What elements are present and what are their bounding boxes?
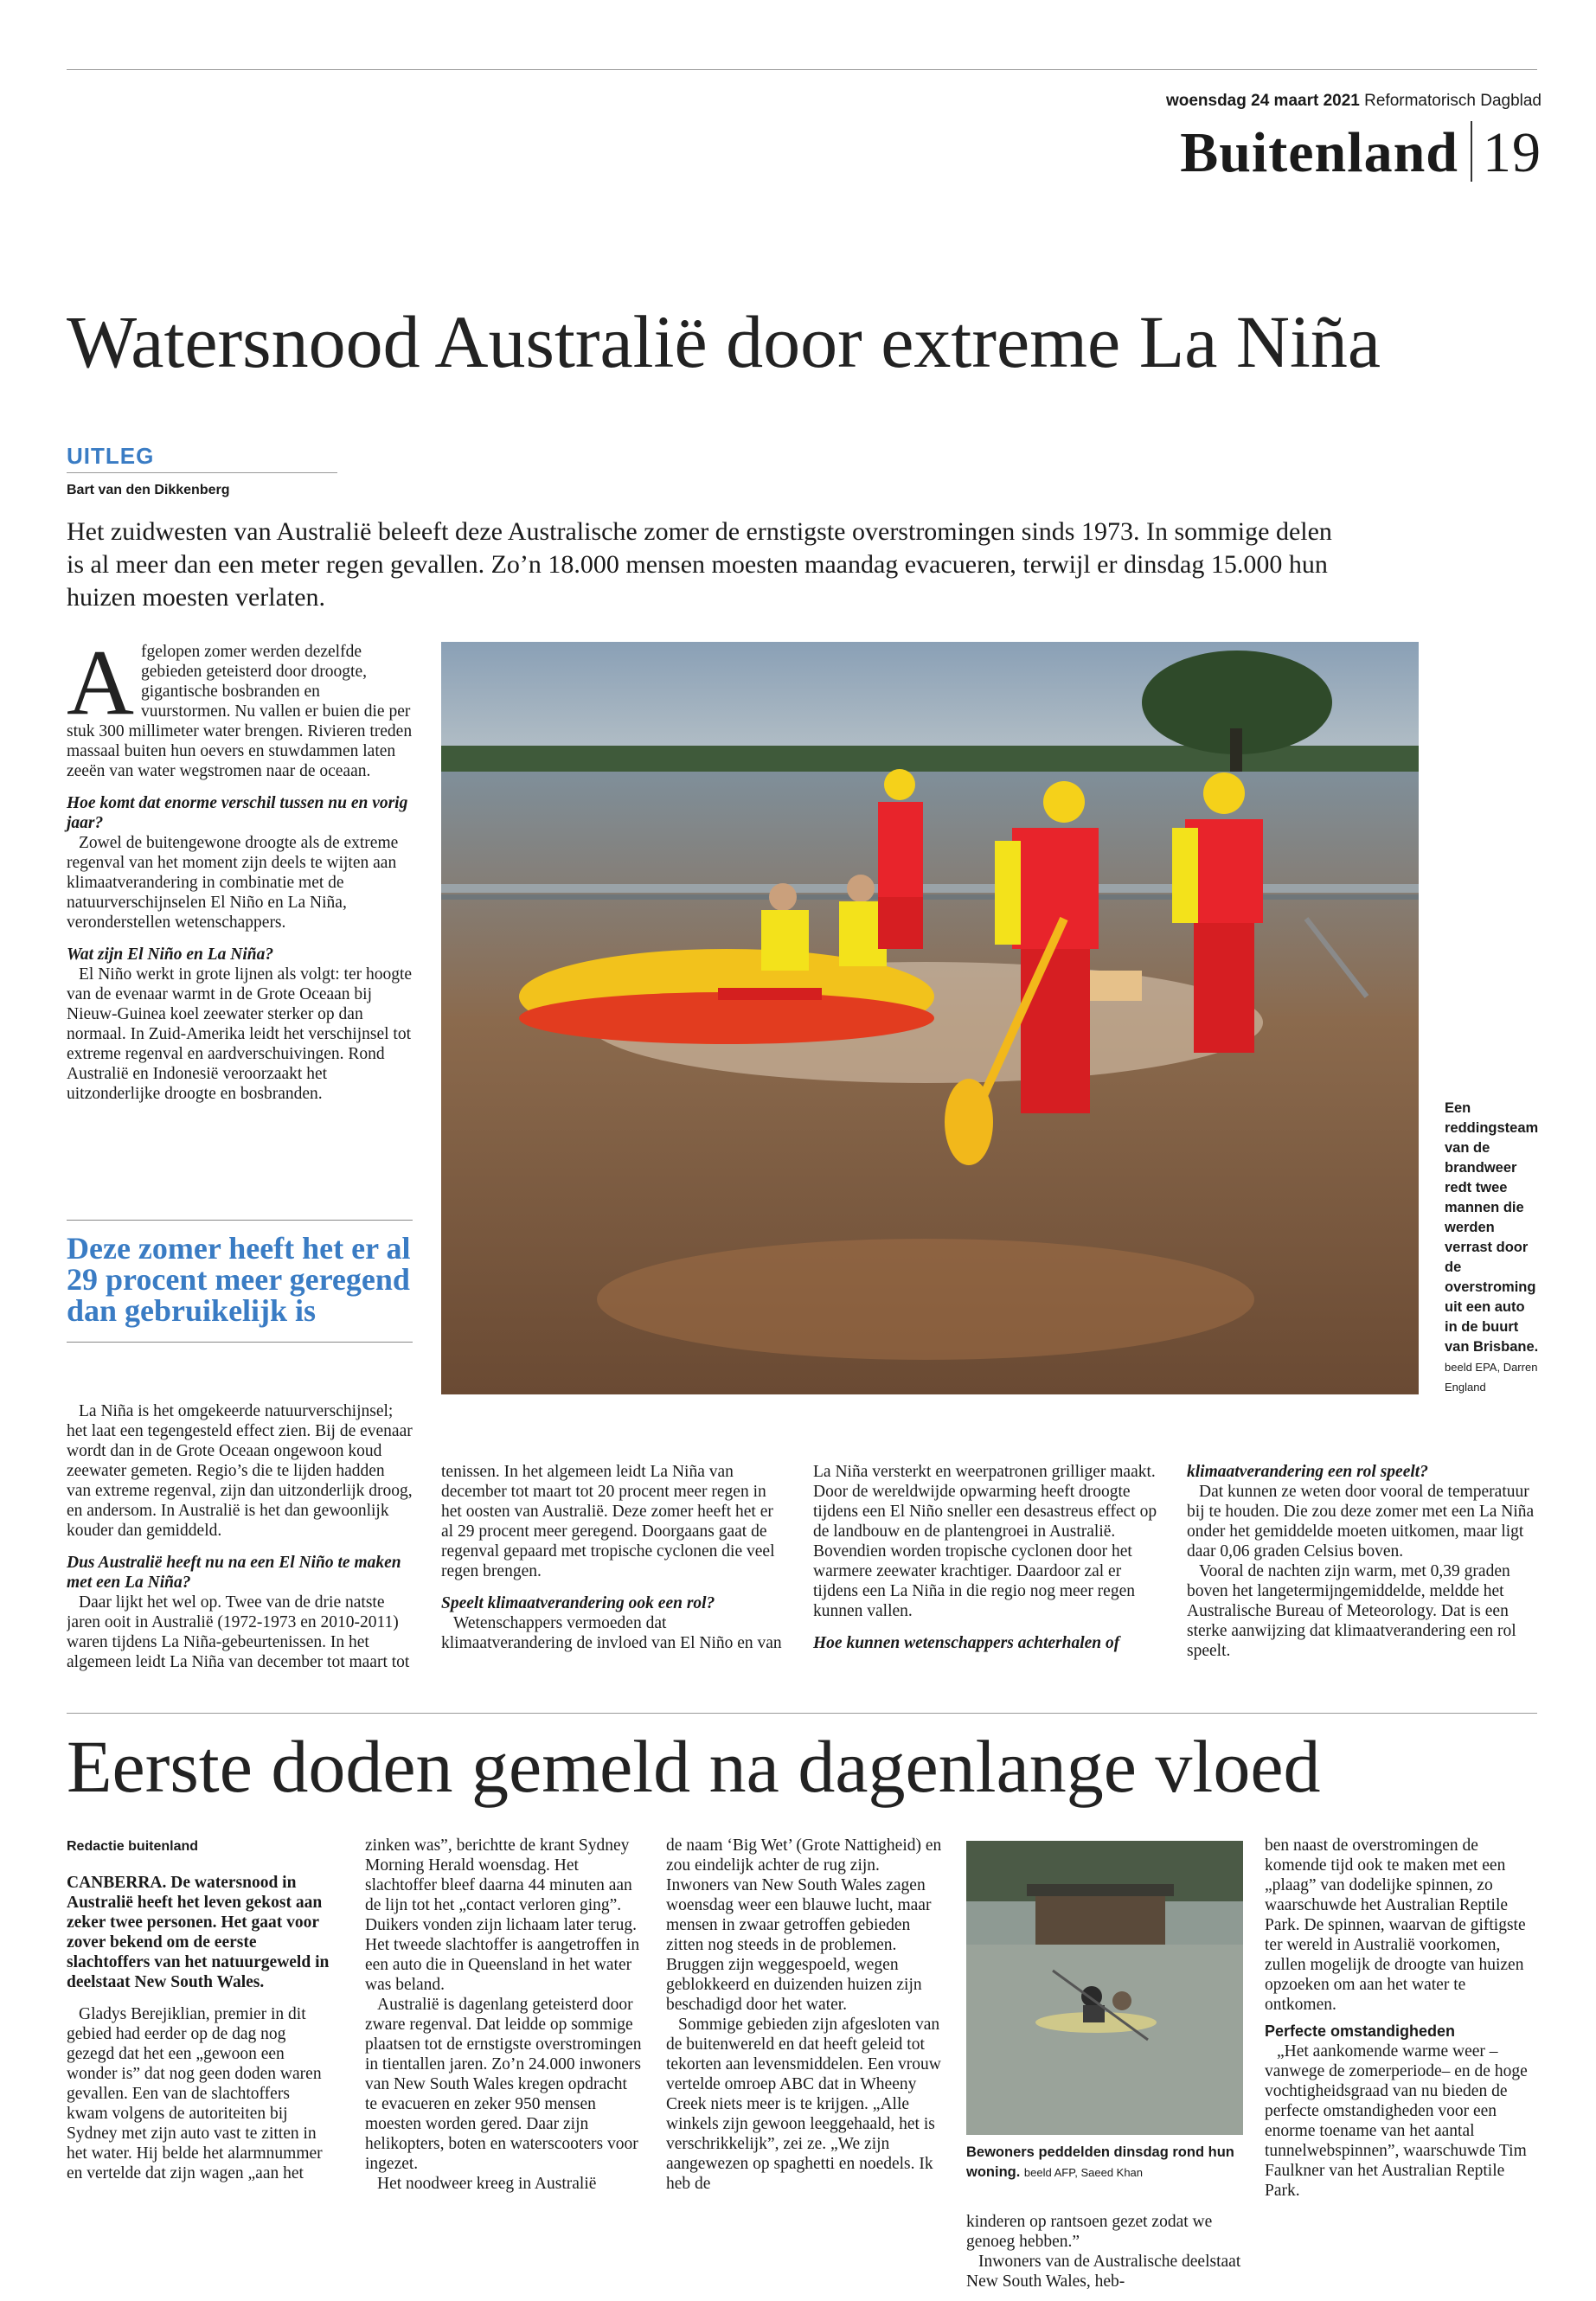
article2-column-2 <box>365 1836 642 2194</box>
kicker-rule <box>67 472 337 473</box>
article2-p3-cont: de naam ‘Big Wet’ (Grote Nattigheid) en zou eindelijk achter de rug zijn. Inwoners van New South Wales zagen woensdag weer een blauwe lucht, maar mensen in zwaar getroffen gebieden zitten nog steeds in de problemen. Bruggen zijn weggespoeld, wegen geblokkeerd en duizenden huizen zijn beschadigd door het water. <box>666 1836 942 2014</box>
section-divider <box>1471 121 1472 182</box>
lead-text: fgelopen zomer werden dezelfde gebieden geteisterd door droogte, gigantische bosbranden en vuurstormen. Nu vallen er buien die per stuk 300 millimeter water brengen. Rivieren treden massaal buiten hun oevers en stuwdammen laten zeeën van water wegstromen naar de oceaan. <box>67 643 413 780</box>
paper-name: Reformatorisch Dagblad <box>1364 92 1542 110</box>
kayak-photo-illustration <box>966 1841 1243 2135</box>
article2-byline: Redactie buitenland <box>67 1839 199 1854</box>
article1-headline: Watersnood Australië door extreme La Niña <box>67 300 1381 383</box>
article2-p6: „Het aankomende warme weer –vanwege de zomerperiode– en de hoge vochtigheidsgraad van nu bieden de perfecte omstandigheden voor een enorme toename van het aantal tunnelwebspinnen”, waarschuwde Tim Faulkner van het Australian Reptile Park. <box>1265 2042 1528 2200</box>
page-number: 19 <box>1483 121 1542 184</box>
answer-1: Zowel de buitengewone droogte als de extreme regenval van het moment zijn deels te wijten aan klimaatverandering in combinatie met de natuurverschijnselen El Niño en La Niña, veronderstellen wetenschappers. <box>67 834 399 932</box>
dropcap: A <box>67 631 134 734</box>
article2-p5-start: Inwoners van de Australische deelstaat New South Wales, heb- <box>966 2253 1241 2291</box>
article2-p1-cont: zinken was”, berichtte de krant Sydney Morning Herald woensdag. Het slachtoffer bleef daarna 44 minuten aan de lijn tot het „contact verloren ging”. Duikers vonden zijn lichaam later terug. Het tweede slachtoffer is aangetroffen in een auto die in Queensland in het water was beland. <box>365 1836 640 1994</box>
article2-p4-cont: kinderen op rantsoen gezet zodat we genoeg hebben.” <box>966 2213 1213 2251</box>
main-caption-credit: beeld EPA, Darren England <box>1445 1361 1538 1394</box>
answer-6: Dat kunnen ze weten door vooral de temperatuur bij te houden. Die zou deze zomer met een La Niña onder het gemiddelde moeten uitkomen, maar ligt daar 0,06 graden Celsius boven. <box>1187 1483 1535 1561</box>
main-caption-text: Een reddingsteam van de brandweer redt twee mannen die werden verrast door de overstroming uit een auto in de buurt van Brisbane. <box>1445 1100 1539 1355</box>
answer-2: El Niño werkt in grote lijnen als volgt: ter hoogte van de evenaar warmt in de Grote Oceaan bij Nieuw-Guinea koel zeewater sterker op dan normaal. In Zuid-Amerika leidt het verschijnsel tot extreme regenval en aardverschuivingen. Rond Australië en Indonesië veroorzaakt het uitzonderlijke droogte en bosbranden. <box>67 965 413 1103</box>
article1-column-1 <box>67 631 413 1104</box>
question-1: Hoe komt dat enorme verschil tussen nu en vorig jaar? <box>67 794 408 832</box>
article2-p5-cont: ben naast de overstromingen de komende tijd ook te maken met een „plaag” van dodelijke spinnen, zo waarschuwde het Australian Reptile Park. De spinnen, waarvan de giftigste ter wereld in Australië voorkomen, zullen mogelijk de droogte van huizen opzoeken om aan het water te ontkomen. <box>1265 1836 1526 2014</box>
answer-3: La Niña is het omgekeerde natuurverschijnsel; het laat een tegengesteld effect zien. Bij de evenaar wordt dan in de Grote Oceaan ongewoon koud zeewater gemeten. Regio’s die te lijden hadden van extreme regenval, zijn dan uitzonderlijk droog, en andersom. In Australië is het dan gewoonlijk kouder dan gemiddeld. <box>67 1402 413 1540</box>
article2-headline: Eerste doden gemeld na dagenlange vloed <box>67 1725 1321 1808</box>
question-4: Speelt klimaatverandering ook een rol? <box>441 1594 715 1612</box>
question-5: Hoe kunnen wetenschappers achterhalen of <box>813 1634 1120 1652</box>
rescue-photo <box>441 642 1419 1394</box>
answer-5-cont: La Niña versterkt en weerpatronen grilliger maakt. Door de wereldwijde opwarming heeft droogte tijdens een El Niño sneller een desastreus effect op de landbouw en de plantengroei in Australië. Bovendien worden tropische cyclonen door het warmere zeewater krachtiger. Daardoor zal er tijdens een La Niña in die regio nog meer regen kunnen vallen. <box>813 1463 1157 1620</box>
lead-paragraph <box>67 631 413 781</box>
kayak-caption-text: Bewoners peddelden dinsdag rond hun woning. <box>966 2144 1234 2180</box>
issue-date: woensdag 24 maart 2021 <box>1165 92 1360 110</box>
article2-column-4-bottom <box>966 2212 1243 2291</box>
top-rule <box>67 69 1537 70</box>
rescue-photo-illustration <box>441 642 1419 1394</box>
section-header <box>1180 121 1542 182</box>
masthead-date <box>1166 92 1542 111</box>
article1-byline: Bart van den Dikkenberg <box>67 483 230 497</box>
pull-quote: Deze zomer heeft het er al 29 procent meer geregend dan gebruikelijk is <box>67 1220 413 1343</box>
article2-p3-start: Het noodweer kreeg in Australië <box>377 2175 597 2193</box>
answer-7: Vooral de nachten zijn warm, met 0,39 graden boven het langetermijngemiddelde, meldde het Australische Bureau of Meteorology. Dat is een sterke aanwijzing dat klimaatverandering een rol speelt. <box>1187 1562 1516 1660</box>
kayak-photo-caption <box>966 2143 1243 2182</box>
question-2: Wat zijn El Niño en La Niña? <box>67 945 274 964</box>
article-divider <box>67 1713 1537 1714</box>
question-5-cont: klimaatverandering een rol speelt? <box>1187 1463 1428 1481</box>
article1-column-3 <box>813 1462 1159 1653</box>
article2-column-5 <box>1265 1836 1537 2201</box>
article2-column-3 <box>666 1836 943 2194</box>
article2-p1: Gladys Berejiklian, premier in dit gebied had eerder op de dag nog gezegd dat het een „gewoon een wonder is” dat nog geen doden waren gevallen. Een van de slachtoffers kwam volgens de autoriteiten bij Sydney met zijn auto vast te zitten in het water. Hij belde het alarmnummer en vertelde dat zijn wagen „aan het <box>67 2005 323 2182</box>
article2-column-1 <box>67 1873 330 2183</box>
main-photo-caption <box>1445 1099 1540 1397</box>
article2-p2: Australië is dagenlang geteisterd door zware regenval. Dat leidde op sommige plaatsen tot de ernstigste overstromingen in tientallen jaren. Zo’n 24.000 inwoners van New South Wales kregen opdracht te evacueren en zeker 950 mensen moesten worden gered. Daar zijn helikopters, boten en waterscooters voor ingezet. <box>365 1996 642 2173</box>
answer-4-cont: tenissen. In het algemeen leidt La Niña van december tot maart tot 20 procent meer regen in het oosten van Australië. Deze zomer heeft het er al 29 procent meer geregend. Doorgaans gaat de regenval gepaard met tropische cyclonen die veel regen brengen. <box>441 1463 775 1580</box>
article1-column-4 <box>1187 1462 1537 1661</box>
article1-intro: Het zuidwesten van Australië beleeft deze Australische zomer de ernstigste overstromingen sinds 1973. In sommige delen is al meer dan een meter regen gevallen. Zo’n 18.000 mensen moesten maandag evacueren, terwijl er dinsdag 15.000 hun huizen moesten verlaten. <box>67 517 1332 612</box>
kayak-caption-credit: beeld AFP, Saeed Khan <box>1023 2166 1144 2179</box>
article1-column-2 <box>441 1462 787 1653</box>
article1-column-1-bottom <box>67 1401 413 1672</box>
article2-p4: Sommige gebieden zijn afgesloten van de buitenwereld en dat heeft geleid tot tekorten aan levensmiddelen. Een vrouw vertelde omroep ABC dat in Wheeny Creek niets meer is te krijgen. „Alle winkels zijn gewoon leeggehaald, het is verschrikkelijk”, zei ze. „We zijn aangewezen op spaghetti en noedels. Ik heb de <box>666 2016 941 2193</box>
question-3: Dus Australië heeft nu na een El Niño te maken met een La Niña? <box>67 1554 401 1592</box>
article2-lead: CANBERRA. De watersnood in Australië heeft het leven gekost aan zeker twee personen. Het gaat voor zover bekend om de eerste slachtoffers van het natuurgeweld in deelstaat New South Wales. <box>67 1874 330 1991</box>
kayak-photo <box>966 1841 1243 2135</box>
section-title: Buitenland <box>1180 121 1458 184</box>
article2-subhead: Perfecte omstandigheden <box>1265 2022 1456 2040</box>
answer-4: Daar lijkt het wel op. Twee van de drie natste jaren ooit in Australië (1972-1973 en 2010-2011) waren tijdens La Niña-gebeurtenissen. In het algemeen leidt La Niña van december tot maart tot <box>67 1593 410 1671</box>
answer-5: Wetenschappers vermoeden dat klimaatverandering de invloed van El Niño en van <box>441 1614 782 1652</box>
article1-kicker: UITLEG <box>67 443 155 469</box>
